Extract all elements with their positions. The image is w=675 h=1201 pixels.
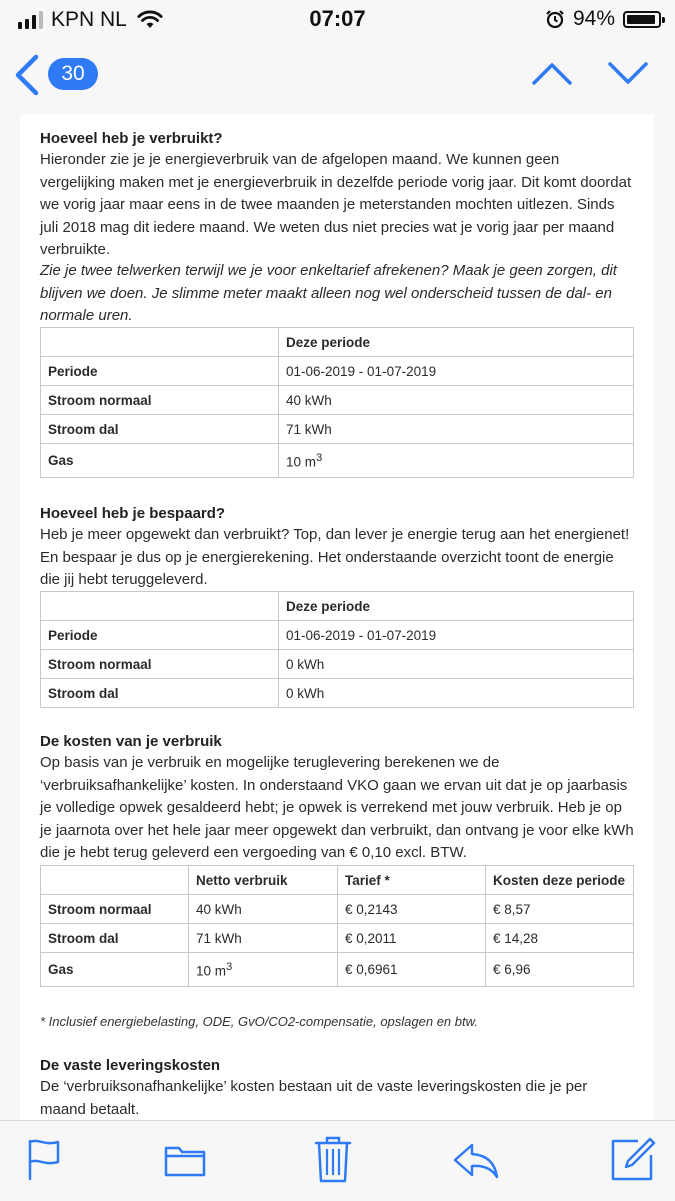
table-row <box>41 444 634 478</box>
section-body-kosten: Op basis van je verbruik en mogelijke teruglevering berekenen we de ‘verbruiksafhankelijke’ kosten. In onderstaand VKO gaan we ervan uit dat je op jaarbasis je volledige opwek gesaldeerd hebt; je opwek is verrekend met jouw verbruik. Heb je op je jaarnota over het hele jaar meer opgewekt dan verbruikt, dan ontvang je voor elke kWh die je hebt terug geleverd een vergoeding van € 0,10 excl. BTW. <box>40 754 634 861</box>
row-netto: 71 kWh <box>189 924 338 953</box>
table-row <box>41 895 634 924</box>
row-value: 0 kWh <box>279 650 634 679</box>
clock: 07:07 <box>309 6 366 31</box>
table-header: Deze periode <box>279 328 634 357</box>
row-netto <box>189 953 338 987</box>
row-kosten: € 6,96 <box>486 953 634 987</box>
row-value: 01-06-2019 - 01-07-2019 <box>279 621 634 650</box>
status-right <box>545 7 661 31</box>
table-header: Tarief * <box>338 866 486 895</box>
folder-icon[interactable] <box>164 1143 206 1177</box>
row-value <box>279 444 634 478</box>
alarm-icon <box>545 9 565 29</box>
kosten-table <box>40 865 634 987</box>
table-header: Deze periode <box>279 592 634 621</box>
reply-icon[interactable] <box>452 1143 500 1179</box>
row-label: Gas <box>41 444 279 478</box>
row-tarief: € 0,2143 <box>338 895 486 924</box>
carrier-name: KPN NL <box>51 8 127 31</box>
row-label: Periode <box>41 621 279 650</box>
row-value: 01-06-2019 - 01-07-2019 <box>279 357 634 386</box>
section-body-verbruik: Hieronder zie je je energieverbruik van de afgelopen maand. We kunnen geen vergelijking maken met je energieverbruik in dezelfde periode vorig jaar. Dit komt doordat we vorig jaar maar eens in de twee maanden je meterstanden mochten uitlezen. Sinds juli 2018 mag dit iedere maand. We weten dus niet precies wat je vorig jaar per maand verbruikte. <box>40 151 632 258</box>
back-count-badge[interactable]: 30 <box>48 58 98 90</box>
value-superscript: 3 <box>316 451 323 464</box>
row-label: Stroom dal <box>41 924 189 953</box>
mail-toolbar <box>0 1120 675 1201</box>
row-kosten: € 8,57 <box>486 895 634 924</box>
table-row <box>41 621 634 650</box>
mail-nav-bar <box>0 38 675 114</box>
table-row <box>41 415 634 444</box>
table-row <box>41 328 634 357</box>
value-superscript: 3 <box>226 960 233 973</box>
chevron-up-icon[interactable] <box>530 58 574 88</box>
row-label: Stroom dal <box>41 415 279 444</box>
table-row <box>41 679 634 708</box>
table-cell <box>41 866 189 895</box>
row-kosten: € 14,28 <box>486 924 634 953</box>
table-row <box>41 953 634 987</box>
row-label: Stroom normaal <box>41 895 189 924</box>
table-header: Netto verbruik <box>189 866 338 895</box>
chevron-down-icon[interactable] <box>606 58 650 88</box>
section-body-bespaard: Heb je meer opgewekt dan verbruikt? Top, dan lever je energie terug aan het energienet! En bespaar je dus op je energierekening. Het onderstaande overzicht toont de energie die jij hebt teruggeleverd. <box>40 526 630 588</box>
verbruik-table <box>40 327 634 478</box>
flag-icon[interactable] <box>26 1137 62 1181</box>
section-heading-bespaard: Hoeveel heb je bespaard? <box>40 505 226 522</box>
section-body-vaste-kosten: De ‘verbruiksonafhankelijke’ kosten bestaan uit de vaste leveringskosten die je per maand betaalt. <box>40 1078 588 1118</box>
table-cell <box>41 592 279 621</box>
table-row <box>41 650 634 679</box>
row-tarief: € 0,2011 <box>338 924 486 953</box>
row-label: Stroom dal <box>41 679 279 708</box>
table-row <box>41 592 634 621</box>
table-header: Kosten deze periode <box>486 866 634 895</box>
table-row <box>41 924 634 953</box>
battery-icon <box>623 11 661 28</box>
bespaard-table <box>40 591 634 708</box>
value-text: 10 m <box>196 963 227 979</box>
table-cell <box>41 328 279 357</box>
table-row <box>41 357 634 386</box>
table-row <box>41 866 634 895</box>
row-label: Gas <box>41 953 189 987</box>
row-label: Stroom normaal <box>41 650 279 679</box>
back-chevron-icon[interactable] <box>12 54 42 96</box>
compose-icon[interactable] <box>610 1137 656 1183</box>
section-heading-kosten: De kosten van je verbruik <box>40 733 222 750</box>
row-value: 40 kWh <box>279 386 634 415</box>
table-row <box>41 386 634 415</box>
row-value: 71 kWh <box>279 415 634 444</box>
row-label: Stroom normaal <box>41 386 279 415</box>
row-value: 0 kWh <box>279 679 634 708</box>
value-text: 10 m <box>286 454 317 470</box>
mail-body <box>20 114 654 1120</box>
kosten-footnote: * Inclusief energiebelasting, ODE, GvO/CO2-compensatie, opslagen en btw. <box>40 1014 478 1029</box>
section-note-telwerken: Zie je twee telwerken terwijl we je voor enkeltarief afrekenen? Maak je geen zorgen, dit blijven we doen. Je slimme meter maakt alleen nog wel onderscheid tussen de dal- en normale uren. <box>40 262 617 324</box>
battery-percentage: 94% <box>572 7 615 30</box>
row-label: Periode <box>41 357 279 386</box>
status-bar <box>0 0 675 38</box>
section-heading-verbruik: Hoeveel heb je verbruikt? <box>40 130 223 147</box>
row-netto: 40 kWh <box>189 895 338 924</box>
row-tarief: € 0,6961 <box>338 953 486 987</box>
section-heading-vaste-kosten: De vaste leveringskosten <box>40 1057 221 1074</box>
trash-icon[interactable] <box>314 1135 352 1183</box>
